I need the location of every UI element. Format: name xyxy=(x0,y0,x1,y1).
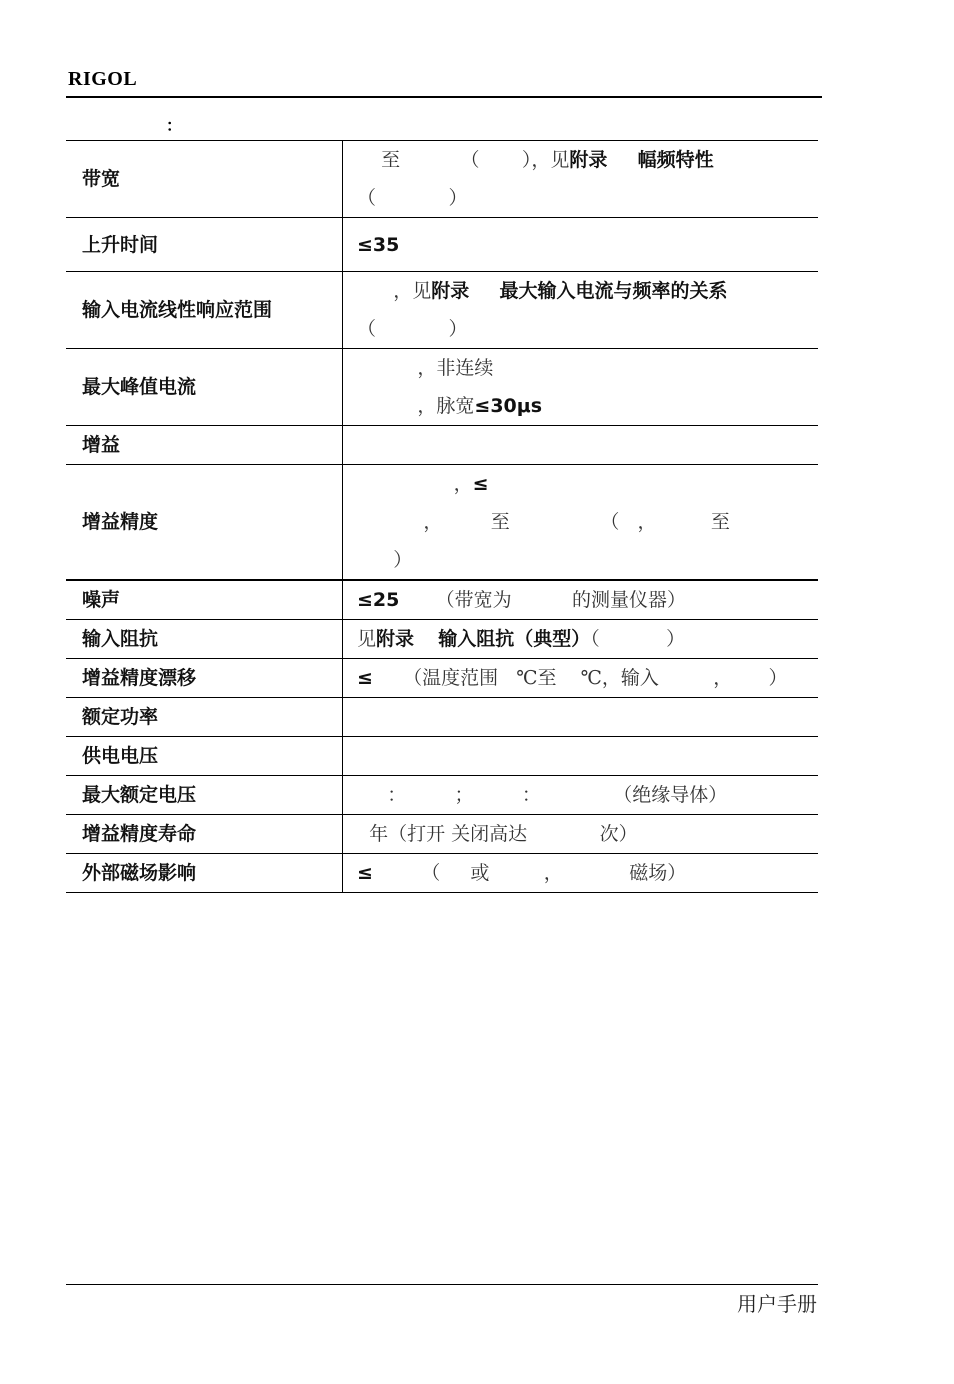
spec-label: 增益精度寿命 xyxy=(66,815,343,854)
spec-row xyxy=(66,272,818,349)
spec-value-line xyxy=(357,387,812,425)
spec-row xyxy=(66,854,818,893)
spec-value-line xyxy=(357,620,812,658)
spec-value-text: ≤ xyxy=(357,667,373,689)
spec-value-line xyxy=(357,503,812,541)
footer-rule xyxy=(66,1284,818,1285)
brand-logo-text: RIGOL xyxy=(68,68,138,90)
spec-value-text: 附录 xyxy=(376,628,415,650)
spec-value-line xyxy=(357,426,812,464)
spec-value-text: （ ） xyxy=(357,187,468,209)
spec-value-line xyxy=(357,465,812,503)
spec-value-line xyxy=(357,541,812,579)
spec-value xyxy=(343,776,819,815)
spec-label: 带宽 xyxy=(66,141,343,218)
spec-label: 外部磁场影响 xyxy=(66,854,343,893)
spec-row xyxy=(66,218,818,272)
spec-value xyxy=(343,349,819,426)
header-rule xyxy=(66,96,822,98)
spec-value-text: 年（打开 关闭高达 次） xyxy=(357,823,638,845)
spec-value xyxy=(343,580,819,620)
spec-label: 最大峰值电流 xyxy=(66,349,343,426)
spec-value-line xyxy=(357,737,812,775)
spec-label: 增益 xyxy=(66,426,343,465)
section-title: ： xyxy=(166,116,183,135)
spec-value xyxy=(343,218,819,272)
spec-value-line xyxy=(357,226,812,264)
spec-row xyxy=(66,659,818,698)
spec-value-text: （ 或 ， 磁场） xyxy=(372,862,687,884)
spec-value-line xyxy=(357,815,812,853)
spec-value xyxy=(343,854,819,893)
spec-value-line xyxy=(357,349,812,387)
spec-row xyxy=(66,737,818,776)
spec-value-line xyxy=(357,272,812,310)
spec-value-text: （带宽为 的测量仪器） xyxy=(399,589,687,611)
footer-manual-title: 用户手册 xyxy=(737,1292,817,1316)
spec-value-text: ， xyxy=(357,473,473,495)
spec-value-text: ，见 xyxy=(357,280,432,302)
spec-value-text: 见 xyxy=(357,628,377,650)
spec-value xyxy=(343,141,819,218)
spec-table xyxy=(66,140,818,893)
spec-label: 额定功率 xyxy=(66,698,343,737)
spec-value-text: （ ） xyxy=(357,318,468,340)
spec-value xyxy=(343,272,819,349)
spec-row xyxy=(66,426,818,465)
spec-row xyxy=(66,776,818,815)
spec-value-text: 至 （ ），见 xyxy=(357,149,570,171)
spec-value-line xyxy=(357,776,812,814)
spec-value-line xyxy=(357,698,812,736)
spec-value-text: ≤25 xyxy=(357,589,400,611)
spec-value-text: ，非连续 xyxy=(357,357,494,379)
spec-value-text: 输入阻抗（典型） xyxy=(438,628,591,650)
spec-label: 供电电压 xyxy=(66,737,343,776)
spec-value-text: （温度范围 ℃至 ℃，输入 ， ） xyxy=(372,667,788,689)
spec-label: 增益精度漂移 xyxy=(66,659,343,698)
spec-value-text: ） xyxy=(357,549,413,571)
spec-value-text: ≤ xyxy=(357,862,373,884)
spec-value xyxy=(343,698,819,737)
spec-label: 输入电流线性响应范围 xyxy=(66,272,343,349)
spec-row xyxy=(66,620,818,659)
spec-label: 输入阻抗 xyxy=(66,620,343,659)
spec-value xyxy=(343,465,819,581)
spec-value-text: 附录 xyxy=(431,280,470,302)
spec-value-text xyxy=(357,434,363,456)
spec-label: 最大额定电压 xyxy=(66,776,343,815)
spec-row xyxy=(66,141,818,218)
spec-value-text: 幅频特性 xyxy=(637,149,714,171)
spec-value-text: ，脉宽 xyxy=(357,395,475,417)
spec-value-text xyxy=(357,745,363,767)
spec-value-line xyxy=(357,854,812,892)
spec-value-text: （ ） xyxy=(590,628,686,650)
spec-value-text: 最大输入电流与频率的关系 xyxy=(499,280,728,302)
spec-value-line xyxy=(357,659,812,697)
spec-value-text: ： ； ： （绝缘导体） xyxy=(357,784,728,806)
spec-label: 噪声 xyxy=(66,580,343,620)
spec-value xyxy=(343,620,819,659)
spec-value-text xyxy=(607,149,637,171)
spec-row xyxy=(66,698,818,737)
spec-value-text: ， 至 （ ， 至 xyxy=(357,511,730,533)
spec-row xyxy=(66,465,818,581)
spec-value-line xyxy=(357,581,812,619)
spec-value-text xyxy=(469,280,499,302)
spec-value-text: ≤30μs xyxy=(474,395,543,417)
spec-value-text: ≤ xyxy=(472,473,489,495)
spec-row xyxy=(66,815,818,854)
spec-value-text: ≤35 xyxy=(357,233,400,256)
spec-value-line xyxy=(357,141,812,179)
spec-value-line xyxy=(357,179,812,217)
spec-label: 上升时间 xyxy=(66,218,343,272)
spec-value xyxy=(343,737,819,776)
spec-row xyxy=(66,580,818,620)
spec-value-text xyxy=(357,706,363,728)
spec-value-text xyxy=(414,628,438,650)
spec-value xyxy=(343,659,819,698)
spec-value xyxy=(343,815,819,854)
spec-value-text: 附录 xyxy=(569,149,608,171)
spec-label: 增益精度 xyxy=(66,465,343,581)
spec-row xyxy=(66,349,818,426)
spec-value-line xyxy=(357,310,812,348)
spec-value xyxy=(343,426,819,465)
